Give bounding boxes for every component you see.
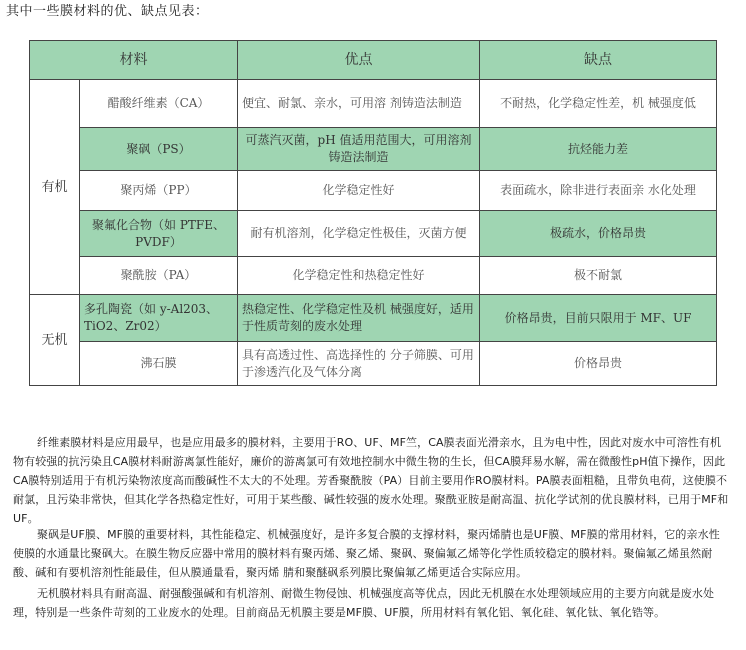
paragraph-inorganic: 无机膜材料具有耐高温、耐强酸强碱和有机溶剂、耐微生物侵蚀、机械强度高等优点，因此无机膜在水处理领域应用的主要方向就是废水处理，特别是一些条件苛刻的工业废水的处理。目前商品无机膜主要是MF膜、UF膜，所用材料有氧化铝、氧化硅、氧化钛、氧化锆等。 xyxy=(13,587,715,619)
material-cell: 聚砜（PS） xyxy=(80,128,238,171)
intro-text: 其中一些膜材料的优、缺点见表： xyxy=(6,4,209,19)
material-cell: 聚丙烯（PP） xyxy=(80,171,238,211)
pros-cell: 具有高透过性、高选择性的 分子筛膜、可用于渗透汽化及气体分离 xyxy=(238,342,480,386)
cons-cell: 表面疏水，除非进行表面亲 水化处理 xyxy=(480,171,717,211)
cons-cell: 不耐热，化学稳定性差，机 械强度低 xyxy=(480,80,717,128)
table-row xyxy=(30,257,717,295)
table-header-row xyxy=(30,41,717,80)
table-row xyxy=(30,128,717,171)
category-inorganic: 无机 xyxy=(30,295,80,386)
cons-cell: 价格昂贵 xyxy=(480,342,717,386)
pros-cell: 耐有机溶剂，化学稳定性极佳，灭菌方便 xyxy=(238,211,480,257)
header-pros: 优点 xyxy=(238,41,480,80)
table-row xyxy=(30,295,717,342)
header-material: 材料 xyxy=(30,41,238,80)
category-organic: 有机 xyxy=(30,80,80,295)
material-cell: 聚氟化合物（如 PTFE、PVDF） xyxy=(80,211,238,257)
material-cell: 多孔陶瓷（如 y-Al203、TiO2、Zr02） xyxy=(80,295,238,342)
cons-cell: 极不耐氯 xyxy=(480,257,717,295)
header-cons: 缺点 xyxy=(480,41,717,80)
table-row xyxy=(30,211,717,257)
pros-cell: 可蒸汽灭菌，pH 值适用范围大，可用溶剂铸造法制造 xyxy=(238,128,480,171)
material-cell: 聚酰胺（PA） xyxy=(80,257,238,295)
table-row xyxy=(30,342,717,386)
pros-cell: 便宜、耐氯、亲水，可用溶 剂铸造法制造 xyxy=(238,80,480,128)
pros-cell: 热稳定性、化学稳定性及机 械强度好，适用于性质苛刻的废水处理 xyxy=(238,295,480,342)
cons-cell: 抗烃能力差 xyxy=(480,128,717,171)
materials-table xyxy=(29,40,717,386)
pros-cell: 化学稳定性和热稳定性好 xyxy=(238,257,480,295)
cons-cell: 极疏水，价格昂贵 xyxy=(480,211,717,257)
paragraph-cellulose: 纤维素膜材料是应用最早，也是应用最多的膜材料，主要用于RO、UF、MF竺，CA膜表面光滑亲水，且为电中性，因此对废水中可溶性有机物有较强的抗污染且CA膜材料耐游离氯性能好，廉价的游离氯可有效地控制水中微生物的生长，但CA膜拜易水解，需在微酸性pH值下操作，因此CA膜特别适用于有机污染物浓度高而酸碱性不太大的不处理。芳香聚酰胺（PA）目前主要用作RO膜材料。PA膜表面粗糙，且带负电荷，这使膜不耐氯，且污染非常快，但其化学各热稳定性好，可用于某些酸、碱性较强的废水处理。聚酰亚胺是耐高温、抗化学试剂的优良膜材料，已用于MF和UF。 xyxy=(13,436,729,525)
table-row xyxy=(30,80,717,128)
paragraph-polysulfone: 聚砜是UF膜、MF膜的重要材料，其性能稳定、机械强度好，是许多复合膜的支撑材料，聚丙烯腈也是UF膜、MF膜的常用材料，它的亲水性使膜的水通量比聚砜大。在膜生物反应器中常用的膜材料有聚丙烯、聚乙烯、聚砜、聚偏氟乙烯等化学性质较稳定的膜材料。聚偏氟乙烯虽然耐酸、碱和有要机溶剂性能最佳，但从膜通量看，聚丙烯 腈和聚醚砜系列膜比聚偏氟乙烯更适合实际应用。 xyxy=(13,528,720,579)
material-cell: 醋酸纤维素（CA） xyxy=(80,80,238,128)
cons-cell: 价格昂贵，目前只限用于 MF、UF xyxy=(480,295,717,342)
pros-cell: 化学稳定性好 xyxy=(238,171,480,211)
material-cell: 沸石膜 xyxy=(80,342,238,386)
table-row xyxy=(30,171,717,211)
